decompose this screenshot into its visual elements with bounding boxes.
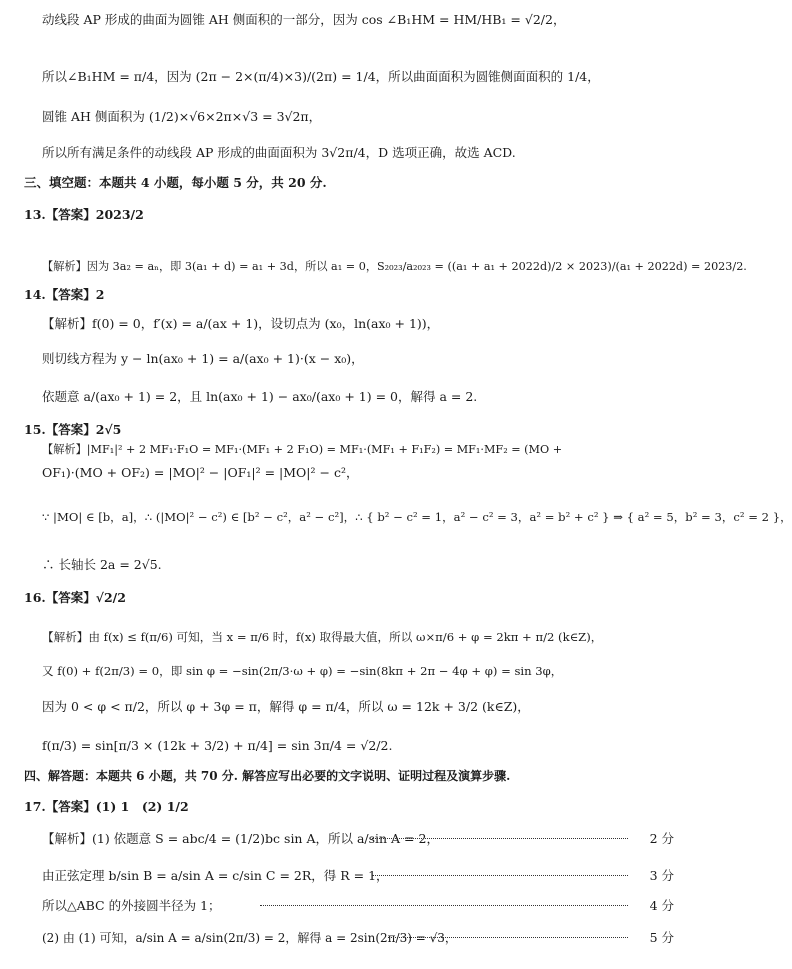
score-label: 2 分 <box>649 831 674 846</box>
line-text: 则切线方程为 y − ln(ax₀ + 1) = a/(ax₀ + 1)·(x − x₀)， <box>42 351 364 366</box>
line-text: 动线段 AP 形成的曲面为圆锥 AH 侧面积的一部分，因为 cos ∠B₁HM = HM/HB₁ = √2/2， <box>42 12 566 27</box>
text-line <box>0 107 692 127</box>
text-line <box>0 387 692 407</box>
leader-dots <box>388 937 628 938</box>
leader-dots <box>372 875 628 876</box>
answer-line <box>0 588 692 608</box>
section-heading <box>0 766 692 786</box>
answer-line <box>0 285 692 305</box>
text-line <box>0 463 692 483</box>
text-line-scored <box>0 829 692 849</box>
line-text: 由正弦定理 b/sin B = a/sin A = c/sin C = 2R，得 R = 1， <box>42 868 389 883</box>
text-line <box>0 67 692 87</box>
text-line <box>0 627 692 647</box>
line-text: 依题意 a/(ax₀ + 1) = 2，且 ln(ax₀ + 1) − ax₀/(ax₀ + 1) = 0，解得 a = 2. <box>42 389 478 404</box>
answer-line <box>0 205 692 225</box>
line-text: OF₁)·(MO + OF₂) = |MO|² − |OF₁|² = |MO|² − c²， <box>42 465 359 480</box>
text-line-scored <box>0 866 692 886</box>
text-line <box>0 440 692 460</box>
answer-text: 17.【答案】(1) 1 (2) 1/2 <box>24 799 189 814</box>
text-line-scored <box>0 928 692 948</box>
line-text: f(π/3) = sin[π/3 × (12k + 3/2) + π/4] = sin 3π/4 = √2/2. <box>42 738 393 753</box>
text-line <box>0 257 747 277</box>
line-text: 又 f(0) + f(2π/3) = 0，即 sin φ = −sin(2π/3·ω + φ) = −sin(8kπ + 2π − 4φ + φ) = sin 3φ， <box>42 664 563 678</box>
answer-text: 13.【答案】2023/2 <box>24 207 144 222</box>
answer-line <box>0 420 692 440</box>
text-line <box>0 10 692 30</box>
score-label: 3 分 <box>649 868 674 883</box>
leader-dots <box>372 838 628 839</box>
line-text: 所以∠B₁HM = π/4，因为 (2π − 2×(π/4)×3)/(2π) = 1/4，所以曲面面积为圆锥侧面面积的 1/4， <box>42 69 600 84</box>
section-heading <box>0 173 692 193</box>
text-line <box>0 143 692 163</box>
text-line <box>0 697 692 717</box>
text-line <box>0 736 692 756</box>
text-line <box>0 349 692 369</box>
line-text: 圆锥 AH 侧面积为 (1/2)×√6×2π×√3 = 3√2π， <box>42 109 322 124</box>
line-text: ∴ 长轴长 2a = 2√5. <box>42 557 162 572</box>
line-text: 因为 0 < φ < π/2，所以 φ + 3φ = π，解得 φ = π/4，所以 ω = 12k + 3/2 (k∈Z)， <box>42 699 530 714</box>
line-text: 【解析】f(0) = 0，f′(x) = a/(ax + 1)，设切点为 (x₀，ln(ax₀ + 1))， <box>42 316 440 331</box>
line-text: 【解析】(1) 依题意 S = abc/4 = (1/2)bc sin A，所以 a/sin A = 2， <box>42 831 439 846</box>
line-text: ∵ |MO| ∈ [b，a]，∴ (|MO|² − c²) ∈ [b² − c²，a² − c²]，∴ { b² − c² = 1，a² − c² = 3，a² = b² + c² } ⇒ { a² = 5，b² = 3，c² = 2 }， <box>42 510 792 524</box>
score-label: 4 分 <box>649 898 674 913</box>
score-label: 5 分 <box>649 930 674 945</box>
answer-text: 16.【答案】√2/2 <box>24 590 126 605</box>
line-text: 所以△ABC 的外接圆半径为 1； <box>42 898 221 913</box>
leader-dots <box>260 905 628 906</box>
line-text: 【解析】因为 3a₂ = aₙ，即 3(a₁ + d) = a₁ + 3d，所以 a₁ = 0，S₂₀₂₃/a₂₀₂₃ = ((a₁ + a₁ + 2022d)/2 × 2023)/(a₁ + 2022d) = 2023/2. <box>42 260 747 273</box>
section-heading-text: 三、填空题：本题共 4 小题，每小题 5 分，共 20 分. <box>24 175 327 190</box>
answer-line <box>0 797 692 817</box>
answer-text: 15.【答案】2√5 <box>24 422 122 437</box>
line-text: 【解析】由 f(x) ≤ f(π/6) 可知，当 x = π/6 时，f(x) 取得最大值，所以 ω×π/6 + φ = 2kπ + π/2 (k∈Z)， <box>42 630 603 644</box>
answer-text: 14.【答案】2 <box>24 287 105 302</box>
line-text: 所以所有满足条件的动线段 AP 形成的曲面面积为 3√2π/4，D 选项正确，故选 ACD. <box>42 145 516 160</box>
text-line <box>0 555 692 575</box>
text-line <box>0 507 792 527</box>
line-text: 【解析】|MF₁|² + 2 MF₁·F₁O = MF₁·(MF₁ + 2 F₁O) = MF₁·(MF₁ + F₁F₂) = MF₁·MF₂ = (MO + <box>42 443 563 456</box>
text-line <box>0 314 692 334</box>
line-text: (2) 由 (1) 可知，a/sin A = a/sin(2π/3) = 2，解得 a = 2sin(2π/3) = √3， <box>42 931 457 945</box>
section-heading-text: 四、解答题：本题共 6 小题，共 70 分. 解答应写出必要的文字说明、证明过程及演算步骤. <box>24 769 511 783</box>
text-line-scored <box>0 896 692 916</box>
text-line <box>0 661 692 681</box>
